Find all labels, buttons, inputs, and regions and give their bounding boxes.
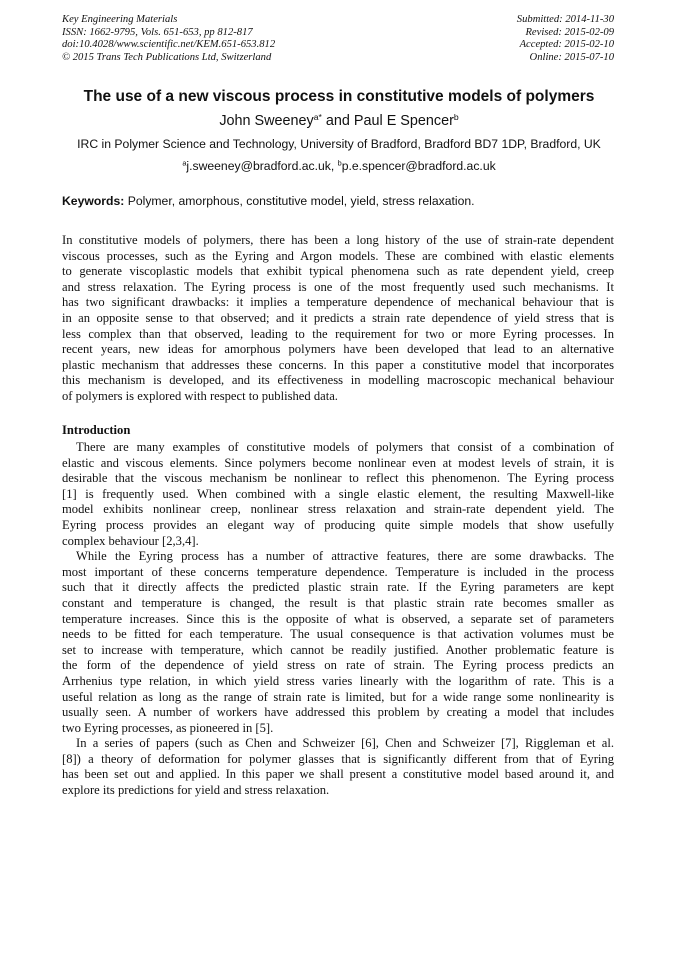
introduction-body — [62, 440, 614, 799]
author-emails — [0, 159, 678, 173]
paper-title: The use of a new viscous process in constitutive models of polymers — [83, 88, 595, 105]
text-line: complex behaviour [2,3,4]. — [62, 533, 199, 548]
email-mark: a — [182, 158, 187, 168]
abstract — [62, 233, 614, 405]
text-line: [8]) a theory of deformation for polymer glasses that is significantly different from that of Eyring — [62, 751, 614, 766]
date-revised: Revised: 2015-02-09 — [525, 26, 614, 38]
text-line: elastic and viscous elements. Since polymers become nonlinear even at modest levels of strain, it is — [62, 455, 614, 470]
text-line: desirable that the viscous mechanism be nonlinear to reflect this phenomenon. The Eyring process — [62, 471, 614, 486]
text-line: needs to be fitted for each temperature. The usual consequence is that activation volumes must be — [62, 627, 614, 642]
text-line: In constitutive models of polymers, there has been a long history of the use of strain-rate dependent — [62, 233, 614, 247]
text-line: explore its predictions for yield and stress relaxation. — [62, 783, 330, 798]
text-line: usually seen. A number of workers have addressed this problem by creating a model that includes — [62, 705, 614, 720]
journal-info — [62, 14, 275, 64]
text-line: the form of the dependence of yield stress on rate of strain. The Eyring process predicts an — [62, 658, 614, 673]
text-line: recent years, new ideas for amorphous polymers have been developed that lead to an alternative — [62, 342, 614, 357]
text-line: temperature increases. Since this is the opposite of what is observed, a separate set of parameters — [62, 611, 614, 626]
text-line: to generate viscoplastic models that exhibit typical phenomena such as rate dependent yield, creep — [62, 264, 614, 279]
text-line: two Eyring processes, as pioneered in [5]. — [62, 720, 274, 735]
text-line: most important of these concerns temperature dependence. Temperature is included in the process — [62, 564, 614, 579]
text-line: of polymers is explored with respect to published data. — [62, 388, 338, 403]
keywords-label: Keywords: — [62, 194, 125, 208]
email-link[interactable]: p.e.spencer@bradford.ac.uk — [341, 159, 496, 173]
author-list — [0, 113, 678, 129]
text-line: model exhibits nonlinear creep, nonlinear stress relaxation and strain-rate dependent yield. The — [62, 502, 614, 517]
publication-dates — [517, 14, 614, 64]
copyright: © 2015 Trans Tech Publications Ltd, Switzerland — [62, 51, 272, 63]
text-line: constant and temperature is changed, the result is that plastic strain rate becomes smaller as — [62, 595, 614, 610]
keywords-text: Polymer, amorphous, constitutive model, yield, stress relaxation. — [124, 194, 475, 208]
journal-name: Key Engineering Materials — [62, 14, 178, 25]
email-link[interactable]: j.sweeney@bradford.ac.uk, — [186, 159, 338, 173]
text-line: has two significant drawbacks: it implies a temperature dependence of mechanical behaviour that is — [62, 295, 614, 310]
author-name: Paul E Spencer — [353, 113, 454, 129]
date-accepted: Accepted: 2015-02-10 — [519, 39, 614, 51]
text-line: less complex than that observed, leading to the requirement for two or more Eyring processes. In — [62, 326, 614, 341]
author-affiliation-mark: b — [453, 111, 459, 122]
text-line: There are many examples of constitutive models of polymers that consist of a combination of — [76, 440, 614, 454]
text-line: in an opposite sense to that observed; and it predicts a strain rate dependence of yield stress that is — [62, 310, 614, 325]
author-name: John Sweeney — [219, 113, 314, 129]
text-line: plastic mechanism that addresses these concerns. In this paper a constitutive model that incorporates — [62, 357, 614, 372]
text-line: In a series of papers (such as Chen and Schweizer [6], Chen and Schweizer [7], Riggleman et al. — [76, 736, 614, 751]
date-online: Online: 2015-07-10 — [529, 51, 614, 63]
author-connector: and — [321, 113, 354, 129]
doi: doi:10.4028/www.scientific.net/KEM.651-653.812 — [62, 39, 276, 51]
email-mark: b — [337, 158, 342, 168]
text-line: has been set out and applied. In this paper we shall present a constitutive model based around it, and — [62, 767, 614, 782]
text-line: set to increase with temperature, which cannot be readily justified. Another problematic feature is — [62, 642, 614, 657]
text-line: this mechanism is developed, and its effectiveness in modelling macroscopic mechanical behaviour — [62, 373, 614, 388]
affiliation: IRC in Polymer Science and Technology, University of Bradford, Bradford BD7 1DP, Bradford, UK — [77, 137, 601, 151]
text-line: useful relation as long as the range of strain rate is limited, but for a wide range some nonlinearity is — [62, 689, 614, 704]
text-line: Arrhenius type relation, in which yield stress varies linearly with the logarithm of rate. This is a — [62, 673, 614, 688]
date-submitted: Submitted: 2014-11-30 — [516, 14, 614, 25]
issn-volume-pages: ISSN: 1662-9795, Vols. 651-653, pp 812-817 — [62, 26, 253, 38]
text-line: viscous processes, such as the Eyring and Argon models. These are combined with elastic elements — [62, 248, 614, 263]
section-heading-introduction: Introduction — [62, 423, 131, 437]
text-line: and stress relaxation. The Eyring process is one of the most frequently used such mechanisms. It — [62, 279, 614, 294]
keywords — [62, 194, 475, 208]
text-line: Eyring process provides an elegant way of producing quite simple models that show usefully — [62, 517, 614, 532]
text-line: While the Eyring process has a number of attractive features, there are some drawbacks. The — [76, 549, 614, 564]
text-line: such that it directly affects the predicted plastic strain rate. If the Eyring parameters are kept — [62, 580, 614, 595]
text-line: [1] is frequently used. When combined with a single elastic element, the resulting Maxwell-like — [62, 486, 614, 501]
author-affiliation-mark: a* — [313, 111, 322, 122]
